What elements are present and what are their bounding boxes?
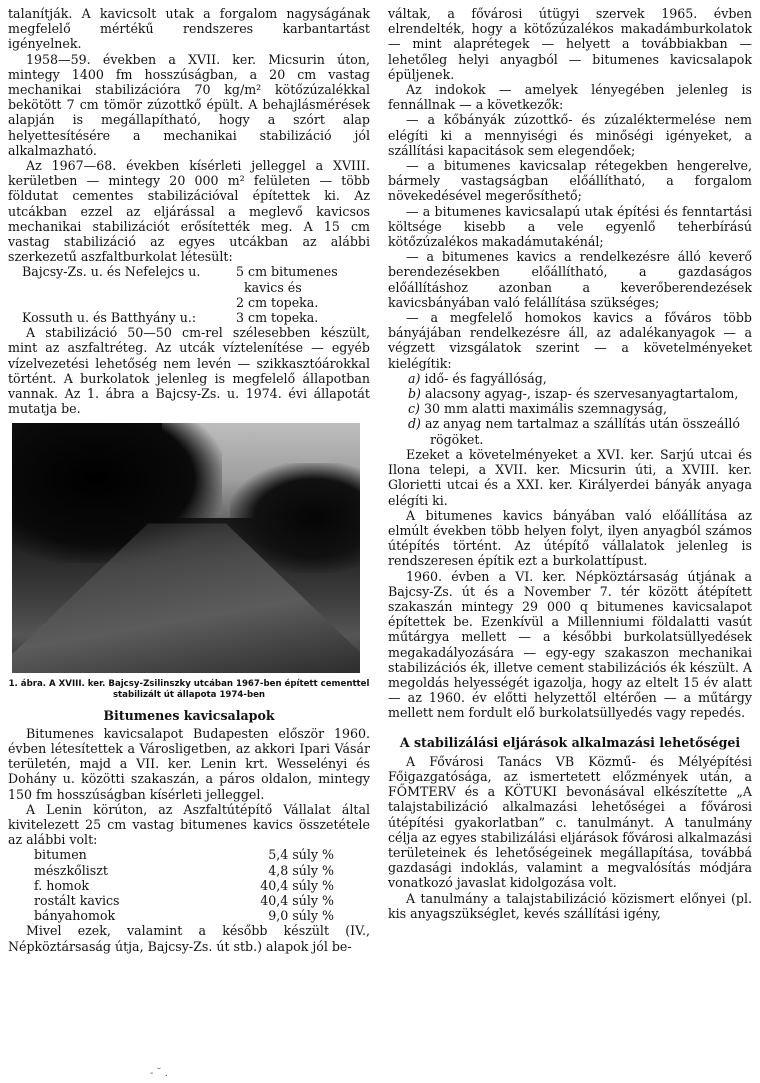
component-name: bitumen <box>34 847 87 863</box>
paragraph: 1958—59. években a XVII. ker. Micsurin úton, mintegy 1400 fm hosszúságban, a 20 cm vastag mechanikai stabilizációra 70 kg/m² kötőzúzalékkal bekötött 7 cm tömör zúzottkő épült. A behajlásmérések alapján is megállapítható, hogy a szórt alap helyettesítésére a mechanikai stabilizáció jól alkalmazható. <box>8 51 370 158</box>
component-value: 40,4 súly % <box>260 877 334 893</box>
list-item-text: idő- és fagyállóság, <box>424 370 547 386</box>
list-item <box>408 386 752 401</box>
component-value: 5,4 súly % <box>268 847 334 863</box>
paragraph: A bitumenes kavics bányában való előállítása az elmúlt években több helyen folyt, ilyen anyagból számos útépítés történt. Az útépítő vállalatok jelenleg is rendszeresen építik ezt a burkolattípust. <box>388 507 752 569</box>
paragraph: — a bitumenes kavicsalapú utak építési és fenntartási költsége kisebb a vele egyenlő teherbírású kötőzúzalékos makadámutakénál; <box>388 203 752 250</box>
list-item-label: d) <box>408 416 421 432</box>
section-heading: Bitumenes kavicsalapok <box>103 708 275 724</box>
component-value: 40,4 súly % <box>260 892 334 908</box>
page-footer-mark: - ˘ . <box>150 1067 168 1079</box>
list-item-text: alacsony agyag-, iszap- és szervesanyagtartalom, <box>425 386 739 402</box>
paragraph: A stabilizáció 50—50 cm-rel szélesebben készült, mint az aszfaltréteg. Az utcák víztelenítése — egyéb vízelvezetési lehetőség nem levén — szikkasztóárokkal történt. A burkolatok jelenleg is megfelelő állapotban vannak. Az 1. ábra a Bajcsy-Zs. u. 1974. évi állapotát mutatja be. <box>8 325 370 417</box>
mix-composition-table <box>34 847 334 923</box>
component-name: mészkőliszt <box>34 862 108 878</box>
paragraph: Az 1967—68. években kísérleti jelleggel a XVIII. kerületben — mintegy 20 000 m² felületen — több földutat cementes stabilizációval építettek ki. Az utcákban ezzel az eljárással a meglevő kavicsos mechanikai stabilizációt erősítették meg. A 15 cm vastag stabilizáció az egyes utcákban az alábbi szerkezetű aszfaltburkolat létesült: <box>8 158 370 265</box>
street-cell: Bajcsy-Zs. u. és Nefelejcs u. <box>22 264 201 280</box>
paragraph: Az indokok — amelyek lényegében jelenleg is fennállnak — a következők: <box>388 82 752 113</box>
list-item-text: 30 mm alatti maximális szemnagyság, <box>423 401 667 417</box>
paragraph: váltak, a fővárosi útügyi szervek 1965. évben elrendelték, hogy a kötőzúzalékos makadámburkolatok — mint alaprétegek — helyett a továbbiakban — lehetőleg helyi anyagból — bitumenes kavicsalapok épüljenek. <box>388 6 752 82</box>
paragraph: A Fővárosi Tanács VB Közmű- és Mélyépítési Főigazgatósága, az ismertetett előzmények után, a FŐMTERV és a KÖTUKI bevonásával elkészítette „A talajstabilizáció alkalmazási lehetőségei a fővárosi útépítési gyakorlatban” c. tanulmányt. A tanulmány célja az egyes stabilizálási eljárások fővárosi alkalmazási területeinek és lehetőségeinek megállapítása, továbbá gazdasági indoklás, valamint a megvalósítás módjára vonatkozó javaslat kidolgozása volt. <box>388 753 752 891</box>
requirements-list <box>408 371 752 447</box>
component-name: bányahomok <box>34 908 116 924</box>
mix-row <box>34 863 334 878</box>
paragraph: — a kőbányák zúzottkő- és zúzaléktermelése nem elégíti ki a mennyiségi és minőségi igényeket, a szállítási kapacitások sem elegendőek; <box>388 112 752 158</box>
paragraph: Mivel ezek, valamint a később készült (IV., Népköztársaság útja, Bajcsy-Zs. út stb.) alapok jól be- <box>8 923 370 954</box>
component-value: 9,0 súly % <box>268 908 334 924</box>
left-column <box>8 6 370 954</box>
section-heading: A stabilizálási eljárások alkalmazási lehetőségei <box>399 734 741 750</box>
table-row <box>8 264 338 279</box>
list-item <box>408 371 752 386</box>
list-item-label: c) <box>408 401 420 417</box>
component-name: f. homok <box>34 877 90 893</box>
list-item-label: a) <box>408 370 421 386</box>
list-item <box>408 401 752 416</box>
right-column <box>388 6 752 921</box>
mix-row <box>34 847 334 862</box>
paragraph: A tanulmány a talajstabilizáció közismert előnyei (pl. kis anyagszükséglet, kevés szállítási igény, <box>388 890 752 921</box>
table-row <box>8 310 338 325</box>
paragraph: talanítják. A kavicsolt utak a forgalom nagyságának megfelelő mértékű rendszeres karbantartást igényelnek. <box>8 6 370 52</box>
table-row <box>8 280 338 295</box>
mix-row <box>34 908 334 923</box>
paragraph: 1960. évben a VI. ker. Népköztársaság útjának a Bajcsy-Zs. út és a November 7. tér között átépített szakaszán mintegy 29 000 q bitumenes kavicsalapot építettek be. Ezenkívül a Millenniumi földalatti vasút műtárgya mellett — a későbbi burkolatsüllyedések megakadályozására — egy-egy szakaszon mechanikai stabilizációs ék, illetve cement stabilizációs ék készült. A megoldás helyességét igazolja, hogy az eltelt 15 év alatt — az 1960. év előtti helyzettől eltérően — a műtárgy mellett nem fordult elő burkolatsüllyedés vagy repedés. <box>388 568 752 721</box>
paragraph: A Lenin körúton, az Aszfaltútépítő Vállalat által kivitelezett 25 cm vastag bitumenes kavics összetétele az alábbi volt: <box>8 801 370 848</box>
layer-cell: 5 cm bitumenes <box>236 264 338 280</box>
street-cell: Kossuth u. és Batthyány u.: <box>22 310 197 326</box>
mix-row <box>34 878 334 893</box>
figure-caption: 1. ábra. A XVIII. ker. Bajcsy-Zsilinszky utcában 1967-ben épített cementtel stabilizált út állapota 1974-ben <box>8 679 370 700</box>
paragraph: Bitumenes kavicsalapot Budapesten először 1960. évben létesítettek a Városligetben, az akkori Ipari Vásár területén, majd a VII. ker. Lenin krt. Wesselényi és Dohány u. közötti szakaszán, a páros oldalon, mintegy 150 fm hosszúságban kísérleti jelleggel. <box>8 725 370 802</box>
mix-row <box>34 893 334 908</box>
list-item-text: az anyag nem tartalmaz a szállítás után összeálló rögöket. <box>425 416 741 447</box>
road-photo <box>12 423 360 673</box>
paragraph: Ezeket a követelményeket a XVI. ker. Sarjú utcai és Ilona telepi, a XVII. ker. Micsurin úti, a XVIII. ker. Glorietti utcai és a XXI. ker. Királyerdei bányák anyaga elégíti ki. <box>388 446 752 508</box>
paragraph: — a megfelelő homokos kavics a főváros több bányájában rendelkezésre áll, az adalékanyagok — a végzett vizsgálatok szerint — a követelményeket kielégítik: <box>388 310 752 371</box>
paragraph: — a bitumenes kavics a rendelkezésre álló keverő berendezésekben előállítható, a gazdaságos előállításhoz azonban a keverőberendezések kavicsbányában való felállítása szükséges; <box>388 249 752 310</box>
list-item-label: b) <box>408 386 421 402</box>
layer-cell: 2 cm topeka. <box>236 294 319 310</box>
layer-cell: kavics és <box>244 279 302 295</box>
paragraph: — a bitumenes kavicsalap rétegekben hengerelve, bármely vastagságban előállítható, a forgalom növekedésével megerősíthető; <box>388 158 752 204</box>
component-name: rostált kavics <box>34 892 120 908</box>
pavement-structure-table <box>8 264 338 325</box>
component-value: 4,8 súly % <box>268 862 334 878</box>
layer-cell: 3 cm topeka. <box>236 310 319 326</box>
list-item <box>408 416 752 446</box>
table-row <box>8 295 338 310</box>
